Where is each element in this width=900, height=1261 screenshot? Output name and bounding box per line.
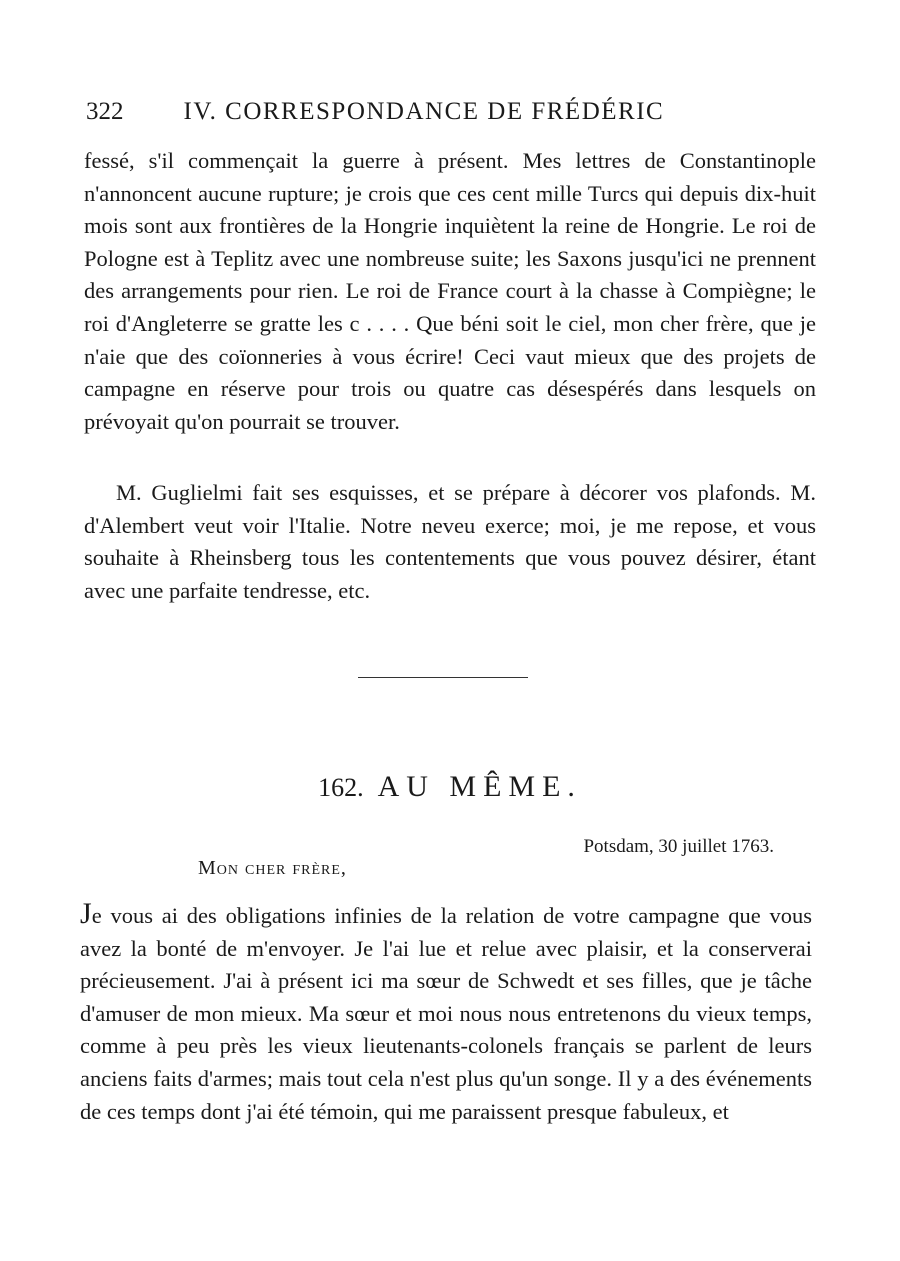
paragraph-closing	[84, 477, 816, 607]
salutation: Mon cher frère,	[198, 857, 347, 879]
body-text: e vous ai des obligations infinies de la relation de votre campagne que vous avez la bonté de m'envoyer. Je l'ai lue et relue avec plaisir, et la conserverai précieusement. J'ai à présent ici ma sœur de Schwedt et ses filles, que je tâche d'amuser de mon mieux. Ma sœur et moi nous nous entretenons du vieux temps, comme à peu près les vieux lieutenants-colonels français se parlent de leurs anciens faits d'armes; mais tout cela n'est plus qu'un songe. Il y a des événements de ces temps dont j'ai été témoin, qui me paraissent presque fabuleux, et	[80, 903, 812, 1124]
drop-cap: J	[80, 897, 92, 930]
paragraph-text	[80, 897, 812, 1128]
section-divider	[358, 677, 528, 678]
letter-recipient: AU MÊME.	[377, 770, 582, 803]
running-title: IV. CORRESPONDANCE DE FRÉDÉRIC	[183, 98, 665, 125]
page-number: 322	[86, 98, 124, 125]
letter-number: 162.	[318, 773, 364, 802]
paragraph-text: fessé, s'il commençait la guerre à présent. Mes lettres de Constantinople n'annoncent aucune rupture; je crois que ces cent mille Turcs qui depuis dix-huit mois sont aux frontières de la Hongrie inquiètent la reine de Hongrie. Le roi de Pologne est à Teplitz avec une nombreuse suite; les Saxons jusqu'ici ne prennent des arrangements pour rien. Le roi de France court à la chasse à Compiègne; le roi d'Angleterre se gratte les c . . . . Que béni soit le ciel, mon cher frère, que je n'aie que des coïonneries à vous écrire! Ceci vaut mieux que des projets de campagne en réserve pour trois ou quatre cas désespérés dans lesquels on prévoyait qu'on pourrait se trouver.	[84, 148, 816, 434]
dateline: Potsdam, 30 juillet 1763.	[583, 836, 774, 857]
paragraph-continuation	[84, 145, 816, 438]
letter-body	[80, 897, 812, 1128]
paragraph-text: M. Guglielmi fait ses esquisses, et se prépare à décorer vos plafonds. M. d'Alembert veut voir l'Italie. Notre neveu exerce; moi, je me repose, et vous souhaite à Rheinsberg tous les contentements que vous pouvez désirer, étant avec une parfaite tendresse, etc.	[84, 480, 816, 603]
running-head	[86, 98, 726, 126]
letter-heading	[0, 770, 900, 804]
